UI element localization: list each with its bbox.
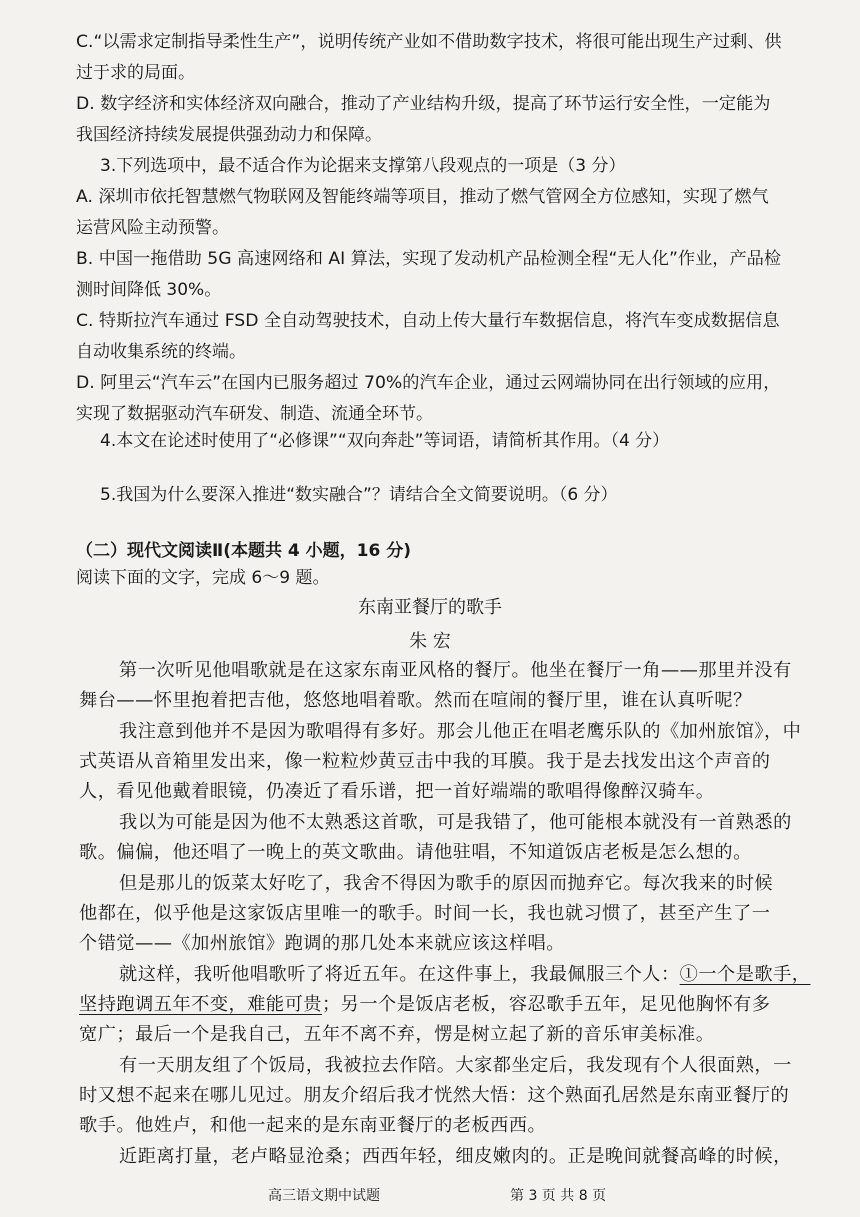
q3-option-d-line1: D. 阿里云“汽车云”在国内已服务超过 70%的汽车企业，通过云网端协同在出行领域的应用， [76,373,781,393]
story-p4-line1: 但是那儿的饭菜太好吃了，我舍不得因为歌手的原因而抛弃它。每次我来的时候 [119,873,774,894]
q2-option-d-line1: D. 数字经济和实体经济双向融合，推动了产业结构升级，提高了环节运行安全性，一定能为 [76,94,771,114]
section2-instruction: 阅读下面的文字，完成 6～9 题。 [76,568,330,588]
q3-option-a-line1: A. 深圳市依托智慧燃气物联网及智能终端等项目，推动了燃气管网全方位感知，实现了燃气 [76,187,769,207]
story-p6-line2: 时又想不起来在哪儿见过。朋友介绍后我才恍然大悟：这个熟面孔居然是东南亚餐厅的 [79,1085,790,1106]
q4-stem: 4.本文在论述时使用了“必修课”“双向奔赴”等词语，请简析其作用。（4 分） [100,431,670,451]
q3-option-b-line1: B. 中国一拖借助 5G 高速网络和 AI 算法，实现了发动机产品检测全程“无人化”作业，产品检 [76,249,782,269]
story-p5-line1-text: 就这样，我听他唱歌听了将近五年。在这件事上，我最佩服三个人： [119,964,680,985]
footer-page-info: 第 3 页 共 8 页 [510,1188,607,1204]
underlined-sentence-1-end: 坚持跑调五年不变，难能可贵 [79,994,322,1015]
story-p1-line2: 舞台——怀里抱着把吉他，悠悠地唱着歌。然而在喧闹的餐厅里，谁在认真听呢？ [79,690,752,711]
story-p6-line3: 歌手。他姓卢，和他一起来的是东南亚餐厅的老板西西。 [79,1115,547,1136]
story-p6-line1: 有一天朋友组了个饭局，我被拉去作陪。大家都坐定后，我发现有个人很面熟，一 [119,1055,792,1076]
story-p5-line1 [119,962,810,988]
q2-option-c-line2: 过于求的局面。 [76,63,195,83]
story-p1-line1: 第一次听见他唱歌就是在这家东南亚风格的餐厅。他坐在餐厅一角——那里并没有 [119,660,792,681]
q3-option-c-line1: C. 特斯拉汽车通过 FSD 全自动驾驶技术，自动上传大量行车数据信息，将汽车变成数据信息 [76,311,780,331]
q3-option-a-line2: 运营风险主动预警。 [76,218,229,238]
q3-option-c-line2: 自动收集系统的终端。 [76,342,246,362]
q3-option-d-line2: 实现了数据驱动汽车研发、制造、流通全环节。 [76,404,433,424]
story-p2-line1: 我注意到他并不是因为歌唱得有多好。那会儿他正在唱老鹰乐队的《加州旅馆》，中 [119,721,802,742]
story-title: 东南亚餐厅的歌手 [358,597,502,618]
underlined-sentence-1-start: ①一个是歌手， [679,964,811,985]
story-p5-line2 [79,992,770,1018]
story-p5-line3: 宽广；最后一个是我自己，五年不离不弃，愣是树立起了新的音乐审美标准。 [79,1024,715,1045]
section2-heading: （二）现代文阅读Ⅱ(本题共 4 小题，16 分) [76,541,411,561]
story-p4-line2: 他都在，似乎他是这家饭店里唯一的歌手。时间一长，我也就习惯了，甚至产生了一 [79,903,771,924]
story-p2-line3: 人，看见他戴着眼镜，仍凑近了看乐谱，把一首好端端的歌唱得像醉汉骑车。 [79,781,715,802]
story-p3-line1: 我以为可能是因为他不太熟悉这首歌，可是我错了，他可能根本就没有一首熟悉的 [119,812,792,833]
q5-stem: 5.我国为什么要深入推进“数实融合”？请结合全文简要说明。（6 分） [100,485,618,505]
footer-exam-name: 高三语文期中试题 [268,1188,380,1204]
story-p3-line2: 歌。偏偏，他还唱了一晚上的英文歌曲。请他驻唱，不知道饭店老板是怎么想的。 [79,842,752,863]
q3-option-b-line2: 测时间降低 30%。 [76,280,222,300]
story-p5-line2-text: ；另一个是饭店老板，容忍歌手五年，足见他胸怀有多 [321,994,771,1015]
story-p4-line3: 个错觉——《加州旅馆》跑调的那几处本来就应该这样唱。 [79,933,565,954]
q3-stem: 3.下列选项中，最不适合作为论据来支撑第八段观点的一项是（3 分） [100,156,626,176]
q2-option-d-line2: 我国经济持续发展提供强劲动力和保障。 [76,125,382,145]
story-author: 朱 宏 [409,631,451,652]
q2-option-c-line1: C.“以需求定制指导柔性生产”，说明传统产业如不借助数字技术，将很可能出现生产过剩、供 [76,32,782,52]
story-p2-line2: 式英语从音箱里发出来，像一粒粒炒黄豆击中我的耳膜。我于是去找发出这个声音的 [79,751,771,772]
story-p7-line1: 近距离打量，老卢略显沧桑；西西年轻，细皮嫩肉的。正是晚间就餐高峰的时候， [119,1146,792,1167]
